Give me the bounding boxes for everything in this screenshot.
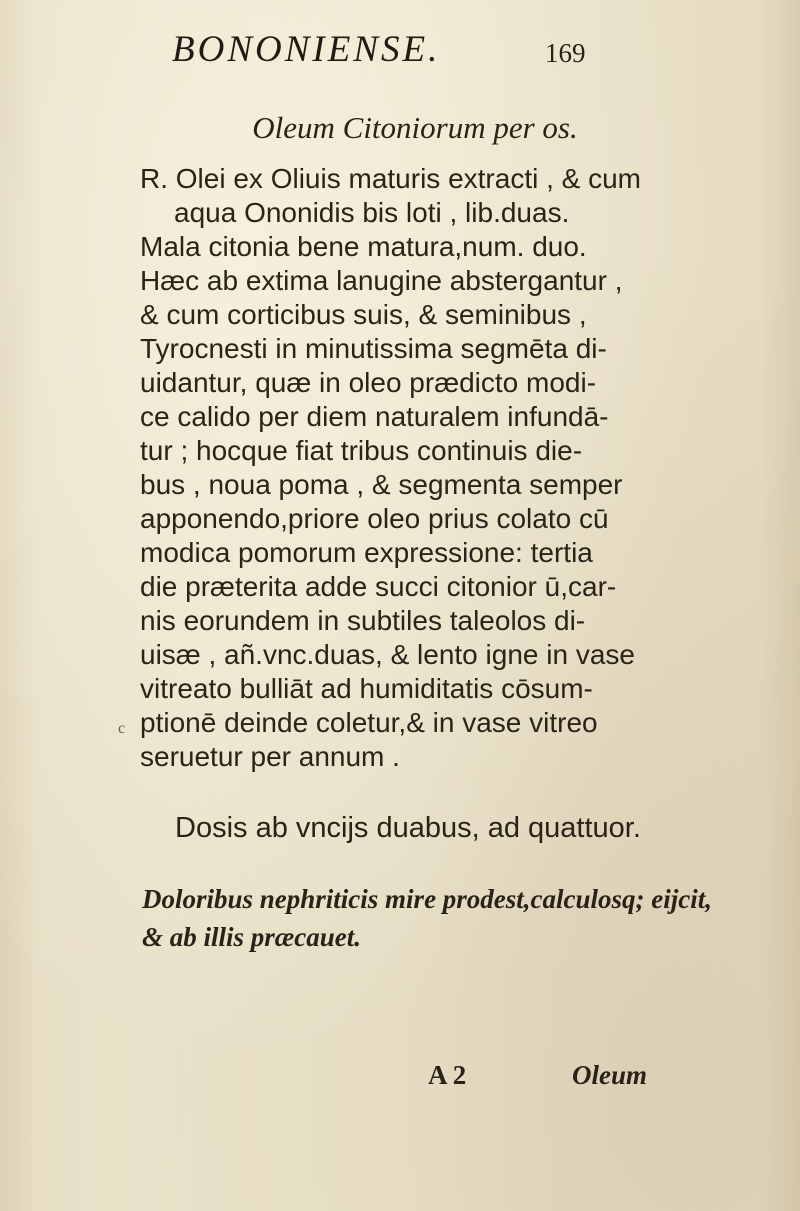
recipe-line: uisæ , añ.vnc.duas, & lento igne in vase (140, 639, 635, 670)
recipe-line: die præterita adde succi citonior ū,car- (140, 571, 617, 602)
recipe-line: nis eorundem in subtiles taleolos di- (140, 605, 586, 636)
section-title: Oleum Citoniorum per os. (252, 110, 578, 145)
recipe-line: bus , noua poma , & segmenta semper (140, 469, 623, 500)
recipe-line: modica pomorum expressione: tertia (140, 537, 593, 568)
page-number: 169 (545, 38, 586, 68)
recipe-line: R. Olei ex Oliuis maturis extracti , & cum (140, 163, 642, 194)
recipe-line: apponendo,priore oleo prius colato cū (140, 503, 609, 534)
recipe-line: ce calido per diem naturalem infundā- (140, 401, 609, 432)
recipe-line: & cum corticibus suis, & seminibus , (140, 299, 587, 330)
running-title: BONONIENSE. (172, 29, 441, 70)
usage-note-line: Doloribus nephriticis mire prodest,calculosq; eijcit, (142, 884, 713, 914)
usage-note (142, 880, 712, 956)
recipe-line: tur ; hocque fiat tribus continuis die- (140, 435, 583, 466)
recipe-line: Hæc ab extima lanugine abstergantur , (140, 265, 623, 296)
catchword: Oleum (572, 1060, 648, 1090)
recipe-line: uidantur, quæ in oleo prædicto modi- (140, 367, 597, 398)
recipe-line: aqua Ononidis bis loti , lib.duas. (174, 197, 570, 228)
recipe-line: vitreato bulliāt ad humiditatis cōsum- (140, 673, 593, 704)
margin-mark: c (118, 720, 126, 737)
recipe-line: seruetur per annum . (140, 741, 400, 772)
recipe-text (140, 162, 700, 774)
signature-mark: A 2 (428, 1060, 467, 1090)
recipe-line: Mala citonia bene matura,num. duo. (140, 231, 587, 262)
dose-instruction: Dosis ab vncijs duabus, ad quattuor. (175, 812, 641, 844)
recipe-line: Tyrocnesti in minutissima segmēta di- (140, 333, 607, 364)
usage-note-line: & ab illis præcauet. (142, 922, 362, 952)
recipe-line: ptionē deinde coletur,& in vase vitreo (140, 707, 598, 738)
